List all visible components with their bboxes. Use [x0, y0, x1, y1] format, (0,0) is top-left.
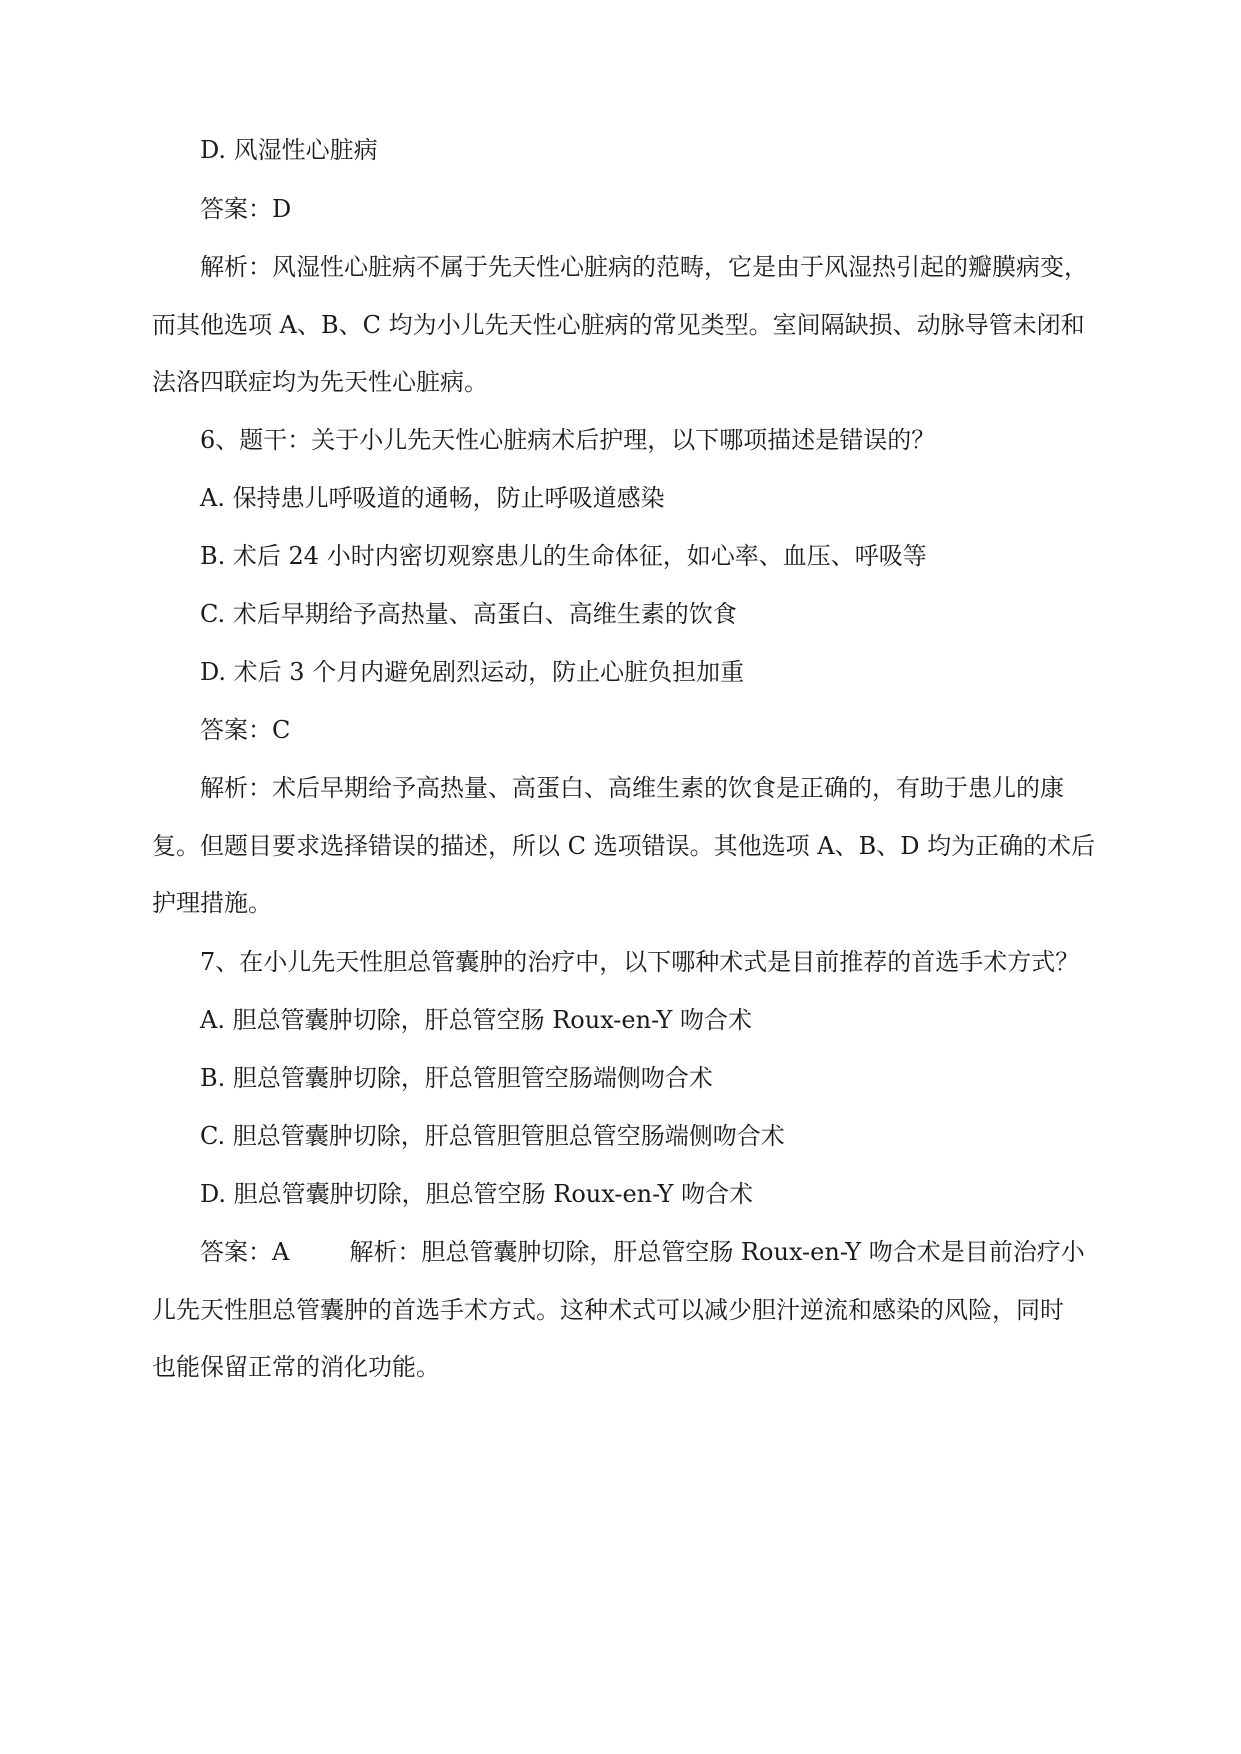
q7-answer-and-analysis	[200, 1236, 1100, 1268]
q6-analysis-line-3: 护理措施。	[152, 889, 272, 917]
q5-analysis-line-1: 解析：风湿性心脏病不属于先天性心脏病的范畴，它是由于风湿热引起的瓣膜病变，	[200, 253, 1088, 281]
q5-analysis-line-3: 法洛四联症均为先天性心脏病。	[152, 368, 488, 396]
q6-option-b: B. 术后 24 小时内密切观察患儿的生命体征，如心率、血压、呼吸等	[200, 542, 927, 570]
q7-analysis-line-1: 解析：胆总管囊肿切除，肝总管空肠 Roux-en-Y 吻合术是目前治疗小	[349, 1238, 1085, 1266]
q5-analysis-line-2: 而其他选项 A、B、C 均为小儿先天性心脏病的常见类型。室间隔缺损、动脉导管未闭和	[152, 311, 1085, 339]
q6-analysis-line-1: 解析：术后早期给予高热量、高蛋白、高维生素的饮食是正确的，有助于患儿的康	[200, 774, 1064, 802]
q7-analysis-line-2: 儿先天性胆总管囊肿的首选手术方式。这种术式可以减少胆汁逆流和感染的风险，同时	[152, 1296, 1064, 1324]
q5-option-d: D. 风湿性心脏病	[200, 136, 378, 164]
q6-answer: 答案：C	[200, 716, 291, 744]
q6-option-d: D. 术后 3 个月内避免剧烈运动，防止心脏负担加重	[200, 658, 745, 686]
q7-option-b: B. 胆总管囊肿切除，肝总管胆管空肠端侧吻合术	[200, 1064, 713, 1092]
q6-option-c: C. 术后早期给予高热量、高蛋白、高维生素的饮食	[200, 600, 737, 628]
q6-option-a: A. 保持患儿呼吸道的通畅，防止呼吸道感染	[200, 484, 665, 512]
q6-stem: 6、题干：关于小儿先天性心脏病术后护理，以下哪项描述是错误的？	[200, 426, 936, 454]
q7-analysis-line-3: 也能保留正常的消化功能。	[152, 1353, 440, 1381]
q5-answer: 答案：D	[200, 195, 292, 223]
q7-option-a: A. 胆总管囊肿切除，肝总管空肠 Roux-en-Y 吻合术	[200, 1006, 753, 1034]
q7-option-d: D. 胆总管囊肿切除，胆总管空肠 Roux-en-Y 吻合术	[200, 1180, 754, 1208]
q7-option-c: C. 胆总管囊肿切除，肝总管胆管胆总管空肠端侧吻合术	[200, 1122, 785, 1150]
q7-answer: 答案：A	[200, 1238, 290, 1266]
q6-analysis-line-2: 复。但题目要求选择错误的描述，所以 C 选项错误。其他选项 A、B、D 均为正确的术后	[152, 832, 1096, 860]
q7-stem: 7、在小儿先天性胆总管囊肿的治疗中，以下哪种术式是目前推荐的首选手术方式？	[200, 948, 1080, 976]
